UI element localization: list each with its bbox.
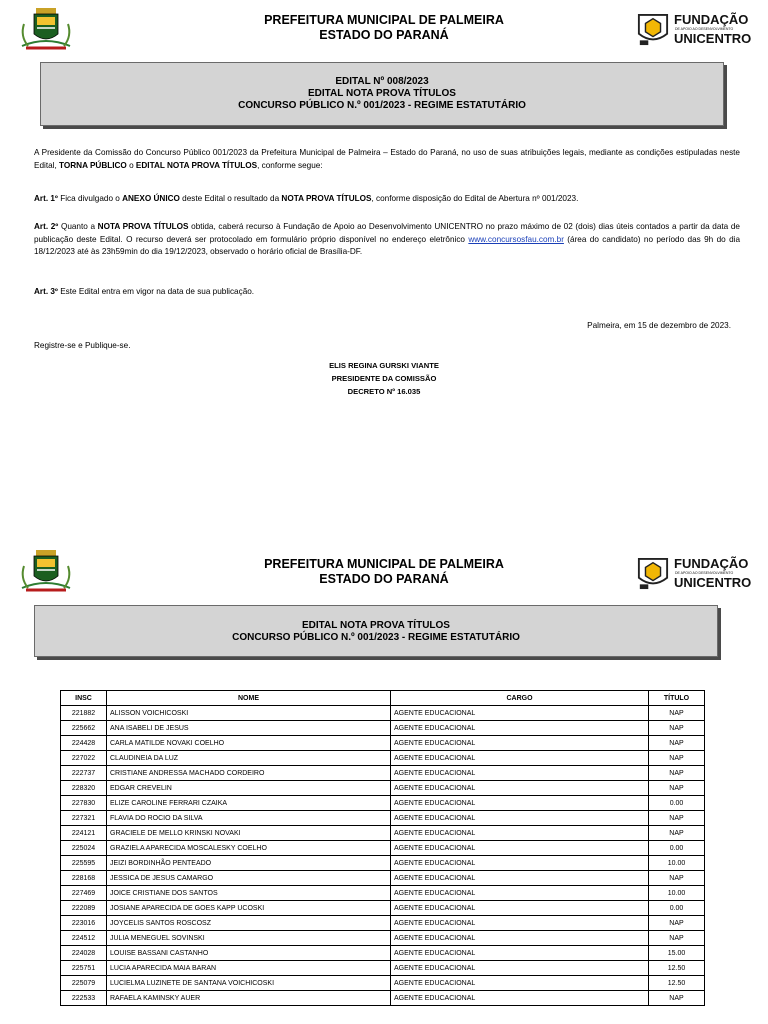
table-row — [61, 706, 705, 721]
logo-word-fundacao: FUNDAÇÃO — [674, 556, 749, 571]
logo-word-unicentro: UNICENTRO — [674, 575, 752, 590]
municipal-crest-2 — [18, 548, 74, 599]
cell-insc: 225751 — [61, 961, 107, 976]
cell-insc: 224512 — [61, 931, 107, 946]
cell-nome: GRAZIELA APARECIDA MOSCALESKY COELHO — [107, 841, 391, 856]
cell-titulo: 0.00 — [649, 841, 705, 856]
cell-cargo: AGENTE EDUCACIONAL — [391, 961, 649, 976]
cell-cargo: AGENTE EDUCACIONAL — [391, 811, 649, 826]
contest-title: CONCURSO PÚBLICO N.º 001/2023 - REGIME ESTATUTÁRIO — [238, 100, 526, 111]
annex-contest-title: CONCURSO PÚBLICO N.º 001/2023 - REGIME ESTATUTÁRIO — [232, 632, 520, 643]
edict-number: EDITAL Nº 008/2023 — [335, 76, 429, 87]
cell-cargo: AGENTE EDUCACIONAL — [391, 871, 649, 886]
table-row — [61, 826, 705, 841]
cell-insc: 225662 — [61, 721, 107, 736]
intro-paragraph: A Presidente da Comissão do Concurso Público 001/2023 da Prefeitura Municipal de Palmeira – Estado do Paraná, no uso de suas atribuições legais, mediante as condições estipuladas neste Edital, TORNA PÚBLICO o EDITAL NOTA PROVA TÍTULOS, conforme segue: — [34, 148, 740, 170]
cell-titulo: NAP — [649, 871, 705, 886]
table-row — [61, 736, 705, 751]
table-row — [61, 811, 705, 826]
article-1: Art. 1º Fica divulgado o ANEXO ÚNICO deste Edital o resultado da NOTA PROVA TÍTULOS, conforme disposição do Edital de Abertura nº 001/2023. — [34, 194, 579, 203]
cell-cargo: AGENTE EDUCACIONAL — [391, 946, 649, 961]
table-row — [61, 781, 705, 796]
cell-cargo: AGENTE EDUCACIONAL — [391, 856, 649, 871]
cell-nome: JOICE CRISTIANE DOS SANTOS — [107, 886, 391, 901]
cell-cargo: AGENTE EDUCACIONAL — [391, 766, 649, 781]
col-titulo-header: TÍTULO — [649, 691, 705, 706]
cell-nome: ALISSON VOICHICOSKI — [107, 706, 391, 721]
cell-insc: 227321 — [61, 811, 107, 826]
cell-titulo: NAP — [649, 751, 705, 766]
edict-banner — [40, 62, 724, 126]
cell-nome: FLAVIA DO ROCIO DA SILVA — [107, 811, 391, 826]
cell-titulo: NAP — [649, 706, 705, 721]
cell-insc: 227830 — [61, 796, 107, 811]
table-row — [61, 991, 705, 1006]
cell-titulo: 15.00 — [649, 946, 705, 961]
cell-titulo: 10.00 — [649, 856, 705, 871]
table-row — [61, 856, 705, 871]
cell-titulo: 10.00 — [649, 886, 705, 901]
signatory-role: PRESIDENTE DA COMISSÃO — [331, 374, 437, 383]
cell-nome: ANA ISABELI DE JESUS — [107, 721, 391, 736]
cell-titulo: NAP — [649, 736, 705, 751]
cell-cargo: AGENTE EDUCACIONAL — [391, 931, 649, 946]
concursosfau-link[interactable]: www.concursosfau.com.br — [468, 234, 564, 244]
cell-cargo: AGENTE EDUCACIONAL — [391, 991, 649, 1006]
cell-nome: JEIZI BORDINHÃO PENTEADO — [107, 856, 391, 871]
cell-nome: JESSICA DE JESUS CAMARGO — [107, 871, 391, 886]
state-name-2: ESTADO DO PARANÁ — [319, 572, 449, 586]
cell-cargo: AGENTE EDUCACIONAL — [391, 826, 649, 841]
register-line: Registre-se e Publique-se. — [34, 341, 131, 350]
col-insc-header: INSC — [61, 691, 107, 706]
table-row — [61, 721, 705, 736]
cell-insc: 227022 — [61, 751, 107, 766]
cell-titulo: NAP — [649, 916, 705, 931]
cell-cargo: AGENTE EDUCACIONAL — [391, 796, 649, 811]
results-body — [61, 706, 705, 1006]
cell-nome: LOUISE BASSANI CASTANHO — [107, 946, 391, 961]
table-row — [61, 916, 705, 931]
cell-insc: 222533 — [61, 991, 107, 1006]
municipal-crest — [18, 6, 74, 57]
cell-titulo: NAP — [649, 781, 705, 796]
cell-nome: JOSIANE APARECIDA DE GOES KAPP UCOSKI — [107, 901, 391, 916]
cell-insc: 225024 — [61, 841, 107, 856]
cell-cargo: AGENTE EDUCACIONAL — [391, 901, 649, 916]
date-line: Palmeira, em 15 de dezembro de 2023. — [587, 321, 731, 330]
fau-emblem-icon — [637, 556, 669, 592]
cell-nome: CARLA MATILDE NOVAKI COELHO — [107, 736, 391, 751]
table-header-row — [61, 691, 705, 706]
fau-emblem-icon — [637, 12, 669, 48]
municipality-name-2: PREFEITURA MUNICIPAL DE PALMEIRA — [264, 557, 504, 571]
logo-tagline: DE APOIO AO DESENVOLVIMENTO — [675, 27, 734, 31]
cell-insc: 225595 — [61, 856, 107, 871]
cell-titulo: 0.00 — [649, 796, 705, 811]
cell-insc: 227469 — [61, 886, 107, 901]
article-2: Art. 2º Quanto a NOTA PROVA TÍTULOS obtida, caberá recurso à Fundação de Apoio ao Desenvolvimento UNICENTRO no prazo máximo de 02 (dois) dias úteis contados a partir da data de publicação deste Edital. O recurso deverá ser protocolado em formulário próprio disponível no endereço eletrônico www.concursosfau.com.br (área do candidato) no período das 9h do dia 18/12/2023 até às 23h59min do dia 19/12/2023, observado o horário oficial de Brasília-DF. — [34, 222, 740, 256]
table-row — [61, 766, 705, 781]
cell-cargo: AGENTE EDUCACIONAL — [391, 736, 649, 751]
state-name: ESTADO DO PARANÁ — [319, 28, 449, 42]
logo-word-fundacao: FUNDAÇÃO — [674, 12, 749, 27]
cell-insc: 225079 — [61, 976, 107, 991]
cell-titulo: NAP — [649, 811, 705, 826]
cell-nome: LUCIA APARECIDA MAIA BARAN — [107, 961, 391, 976]
cell-insc: 228168 — [61, 871, 107, 886]
cell-titulo: 0.00 — [649, 901, 705, 916]
table-row — [61, 961, 705, 976]
cell-nome: LUCIELMA LUZINETE DE SANTANA VOICHICOSKI — [107, 976, 391, 991]
cell-titulo: 12.50 — [649, 961, 705, 976]
fundacao-logo-2 — [637, 556, 752, 594]
table-row — [61, 886, 705, 901]
cell-titulo: NAP — [649, 766, 705, 781]
article-3: Art. 3º Este Edital entra em vigor na data de sua publicação. — [34, 287, 255, 296]
cell-titulo: NAP — [649, 826, 705, 841]
logo-tagline: DE APOIO AO DESENVOLVIMENTO — [675, 571, 734, 575]
table-row — [61, 841, 705, 856]
fundacao-logo — [637, 12, 752, 50]
cell-insc: 224028 — [61, 946, 107, 961]
cell-cargo: AGENTE EDUCACIONAL — [391, 916, 649, 931]
cell-nome: EDGAR CREVELIN — [107, 781, 391, 796]
table-row — [61, 796, 705, 811]
table-row — [61, 751, 705, 766]
cell-insc: 224121 — [61, 826, 107, 841]
cell-cargo: AGENTE EDUCACIONAL — [391, 976, 649, 991]
cell-titulo: NAP — [649, 721, 705, 736]
results-table — [60, 690, 705, 1006]
annex-title: EDITAL NOTA PROVA TÍTULOS — [302, 620, 450, 631]
table-row — [61, 871, 705, 886]
municipality-name: PREFEITURA MUNICIPAL DE PALMEIRA — [264, 13, 504, 27]
table-row — [61, 931, 705, 946]
cell-titulo: NAP — [649, 991, 705, 1006]
cell-nome: CLAUDINEIA DA LUZ — [107, 751, 391, 766]
cell-nome: JOYCELIS SANTOS ROSCOSZ — [107, 916, 391, 931]
logo-word-unicentro: UNICENTRO — [674, 31, 752, 46]
cell-insc: 222737 — [61, 766, 107, 781]
cell-nome: RAFAELA KAMINSKY AUER — [107, 991, 391, 1006]
cell-nome: GRACIELE DE MELLO KRINSKI NOVAKI — [107, 826, 391, 841]
col-nome-header: NOME — [107, 691, 391, 706]
cell-cargo: AGENTE EDUCACIONAL — [391, 721, 649, 736]
cell-insc: 223016 — [61, 916, 107, 931]
cell-nome: ELIZE CAROLINE FERRARI CZAIKA — [107, 796, 391, 811]
signatory-name: ELIS REGINA GURSKI VIANTE — [329, 361, 439, 370]
annex-banner — [34, 605, 718, 657]
cell-nome: CRISTIANE ANDRESSA MACHADO CORDEIRO — [107, 766, 391, 781]
table-row — [61, 946, 705, 961]
cell-insc: 224428 — [61, 736, 107, 751]
edict-title: EDITAL NOTA PROVA TÍTULOS — [308, 88, 456, 99]
cell-titulo: NAP — [649, 931, 705, 946]
cell-insc: 221882 — [61, 706, 107, 721]
cell-titulo: 12.50 — [649, 976, 705, 991]
signatory-decree: DECRETO Nº 16.035 — [347, 387, 421, 396]
cell-insc: 222089 — [61, 901, 107, 916]
cell-insc: 228320 — [61, 781, 107, 796]
cell-nome: JULIA MENEGUEL SOVINSKI — [107, 931, 391, 946]
table-row — [61, 901, 705, 916]
cell-cargo: AGENTE EDUCACIONAL — [391, 841, 649, 856]
cell-cargo: AGENTE EDUCACIONAL — [391, 886, 649, 901]
cell-cargo: AGENTE EDUCACIONAL — [391, 781, 649, 796]
cell-cargo: AGENTE EDUCACIONAL — [391, 706, 649, 721]
table-row — [61, 976, 705, 991]
cell-cargo: AGENTE EDUCACIONAL — [391, 751, 649, 766]
col-cargo-header: CARGO — [391, 691, 649, 706]
